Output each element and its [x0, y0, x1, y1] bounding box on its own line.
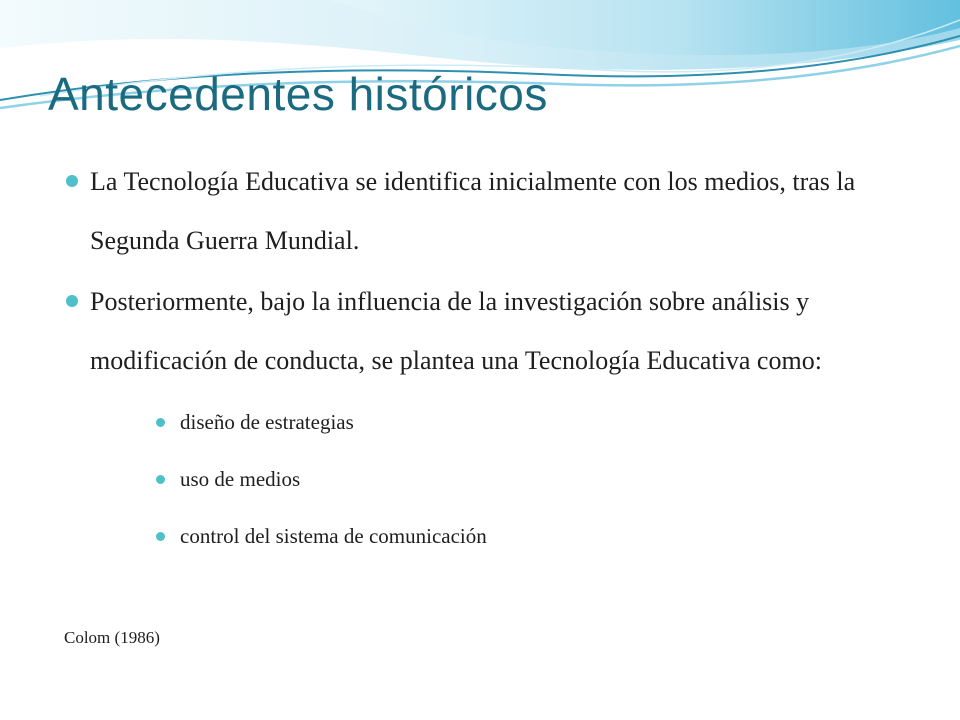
bullet-text: La Tecnología Educativa se identifica inicialmente con los medios, tras la Segunda Guerra Mundial. [90, 167, 856, 255]
bullet-item [66, 272, 926, 565]
sub-bullet-text: control del sistema de comunicación [180, 524, 487, 548]
sub-bullet-text: diseño de estrategias [180, 410, 354, 434]
sub-bullet-text: uso de medios [180, 467, 301, 491]
sub-bullet-item [156, 451, 926, 508]
sub-bullet-item [156, 508, 926, 565]
bullet-dot-icon [66, 295, 78, 307]
sub-bullet-list [90, 394, 926, 565]
bullet-list [66, 152, 926, 567]
bullet-text: Posteriormente, bajo la influencia de la investigación sobre análisis y modificación de conducta, se plantea una Tecnología Educativa como: [90, 287, 822, 375]
bullet-dot-icon [66, 175, 78, 187]
sub-bullet-dot-icon [156, 418, 165, 427]
sub-bullet-item [156, 394, 926, 451]
citation: Colom (1986) [64, 628, 160, 647]
slide-title: Antecedentes históricos [48, 68, 548, 120]
bullet-item [66, 152, 926, 270]
sub-bullet-dot-icon [156, 532, 165, 541]
sub-bullet-dot-icon [156, 475, 165, 484]
